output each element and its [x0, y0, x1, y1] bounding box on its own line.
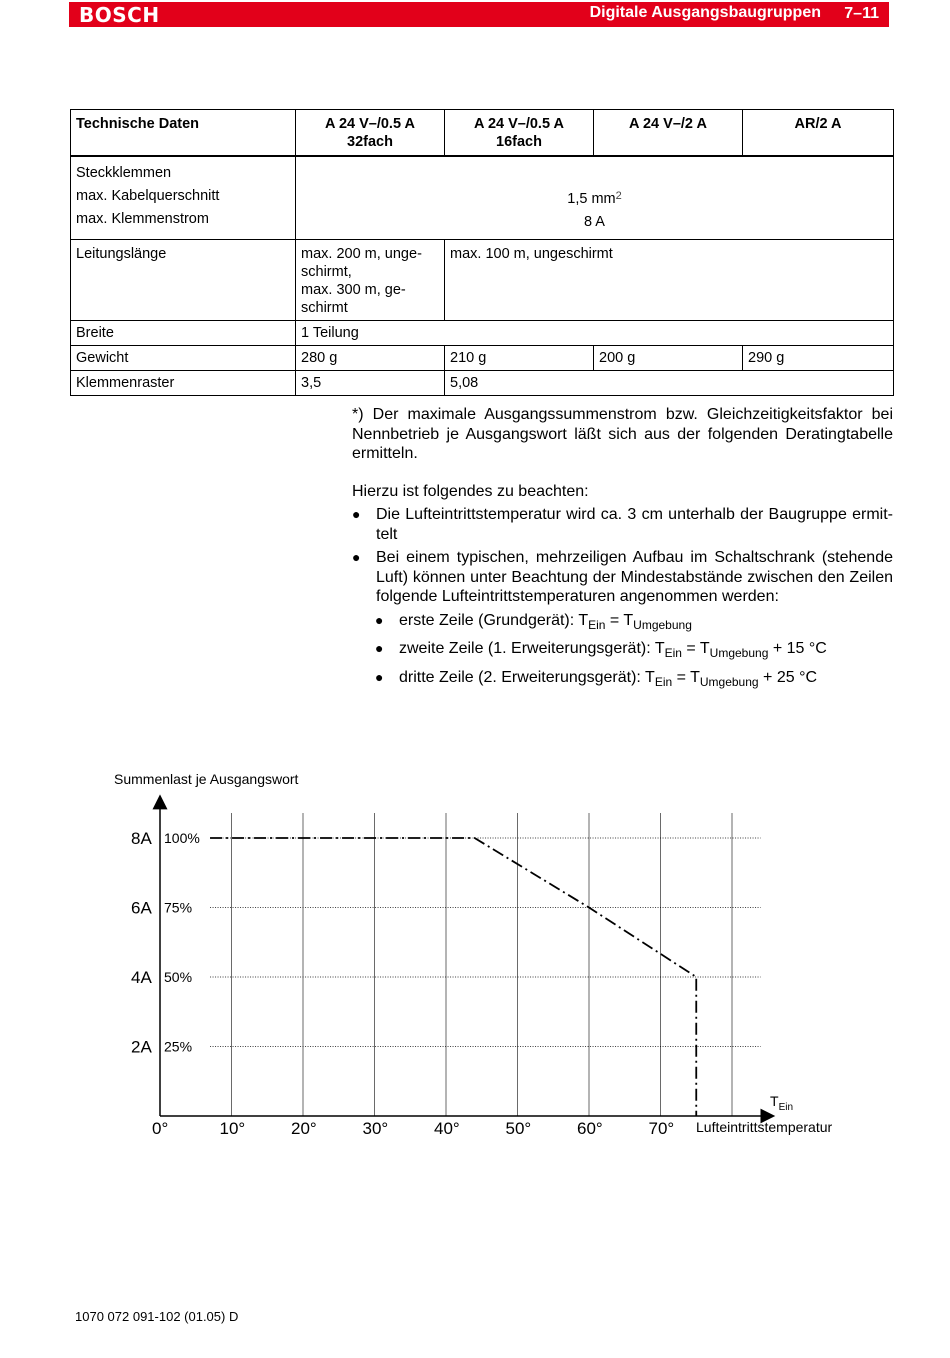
note-intro: Hierzu ist folgendes zu beachten:: [352, 482, 589, 500]
page-number: 7–11: [844, 5, 879, 22]
sub-bullet-item: ● zweite Zeile (1. Erweiterungsgerät): $T_{Ein} = T_{Umgebung} + 15$ °C: [352, 639, 893, 664]
y-tick-label: 2A: [131, 1037, 152, 1057]
x-axis-symbol: $T_{Ein}$: [770, 1093, 794, 1113]
chart-grid: [210, 813, 761, 1116]
row-value: 290 g: [743, 346, 894, 371]
row-value: [296, 156, 894, 240]
table-row: [71, 156, 894, 240]
row-label: Gewicht: [71, 346, 296, 371]
x-tick-label: 60°: [577, 1119, 603, 1138]
row-value: max. 200 m, unge- schirmt, max. 300 m, ge- schirmt: [296, 240, 445, 321]
table-row: [71, 321, 894, 346]
y-tick-percent-label: 50%: [164, 969, 193, 985]
y-tick-label: 4A: [131, 968, 152, 987]
chart-axes: [160, 802, 768, 1116]
y-tick-percent-label: 75%: [164, 899, 193, 916]
row-value: 200 g: [594, 346, 743, 371]
row-label: Klemmenraster: [71, 371, 296, 396]
label-steckklemmen: Steckklemmen: [76, 165, 172, 181]
header-cell: AR/2 A: [743, 110, 894, 157]
table-header-row: [71, 110, 894, 157]
chart-ticks: [131, 829, 674, 1138]
sub-bullet-item: ● dritte Zeile (2. Erweiterungsgerät): $T_{Ein} = T_{Umgebung} + 25$ °C: [352, 668, 893, 693]
x-tick-label: 30°: [362, 1119, 389, 1138]
bosch-logo: BOSCH: [79, 3, 160, 27]
technical-data-table: [70, 109, 894, 396]
row-value: 3,5: [296, 371, 445, 396]
table-row: [71, 371, 894, 396]
header-cell: A 24 V–/0.5 A 16fach: [445, 110, 594, 157]
note-paragraph: *) Der maximale Ausgangssummenstrom bzw. Gleichzeitigkeitsfaktor bei Nennbetrieb je Ausgangswort läßt sich aus der folgenden Deratingtabelle ermitteln.: [352, 406, 893, 462]
row-label: Breite: [71, 321, 296, 346]
x-tick-label: 20°: [291, 1119, 317, 1138]
y-axis-label: Summenlast je Ausgangswort: [114, 771, 299, 787]
x-tick-label: 10°: [219, 1119, 246, 1138]
bullet-item: ● Die Lufteintrittstemperatur wird ca. 3 cm unterhalb der Baugruppe ermit-telt: [352, 505, 893, 544]
value-klemmenstrom: 8 A: [584, 214, 605, 230]
x-axis-label: Lufteintrittstemperatur: [696, 1119, 833, 1135]
row-value: max. 100 m, ungeschirmt: [445, 240, 894, 321]
label-klemmenstrom: max. Klemmenstrom: [76, 211, 209, 227]
x-tick-label: 50°: [505, 1119, 532, 1138]
y-tick-percent-label: 100%: [164, 830, 200, 846]
header-cell: Technische Daten: [71, 110, 296, 157]
derating-chart: [0, 760, 950, 1160]
x-tick-label: 40°: [434, 1119, 460, 1138]
derating-notes: [352, 405, 893, 692]
row-value: 280 g: [296, 346, 445, 371]
row-value: 1 Teilung: [296, 321, 894, 346]
header-title: Digitale Ausgangsbaugruppen: [589, 4, 821, 21]
x-tick-label: 70°: [648, 1119, 675, 1138]
document-number: 1070 072 091-102 (01.05) D: [75, 1309, 239, 1324]
table-row: [71, 240, 894, 321]
label-kabelquerschnitt: max. Kabelquerschnitt: [76, 188, 220, 204]
superscript: 2: [615, 190, 622, 202]
header-cell: A 24 V–/0.5 A 32fach: [296, 110, 445, 157]
page-header: [69, 2, 889, 27]
value-querschnitt: 1,5 mm: [567, 191, 616, 207]
y-tick-label: 6A: [131, 898, 152, 918]
row-label: Leitungslänge: [71, 240, 296, 321]
bullet-item: ● Bei einem typischen, mehrzeiligen Aufbau im Schaltschrank (stehende Luft) können unter Beachtung der Mindestabstände zwischen den Zeilen folgende Lufteintrittstemperaturen angenommen werden:: [352, 548, 893, 607]
sub-bullet-item: ● erste Zeile (Grundgerät): $T_{Ein} = T_{Umgebung}$: [352, 611, 893, 636]
row-label: [71, 156, 296, 240]
row-value: 5,08: [445, 371, 894, 396]
row-value: 210 g: [445, 346, 594, 371]
y-tick-percent-label: 25%: [164, 1038, 193, 1055]
header-cell: A 24 V–/2 A: [594, 110, 743, 157]
x-tick-label: 0°: [152, 1119, 169, 1138]
table-row: [71, 346, 894, 371]
y-tick-label: 8A: [131, 829, 152, 848]
